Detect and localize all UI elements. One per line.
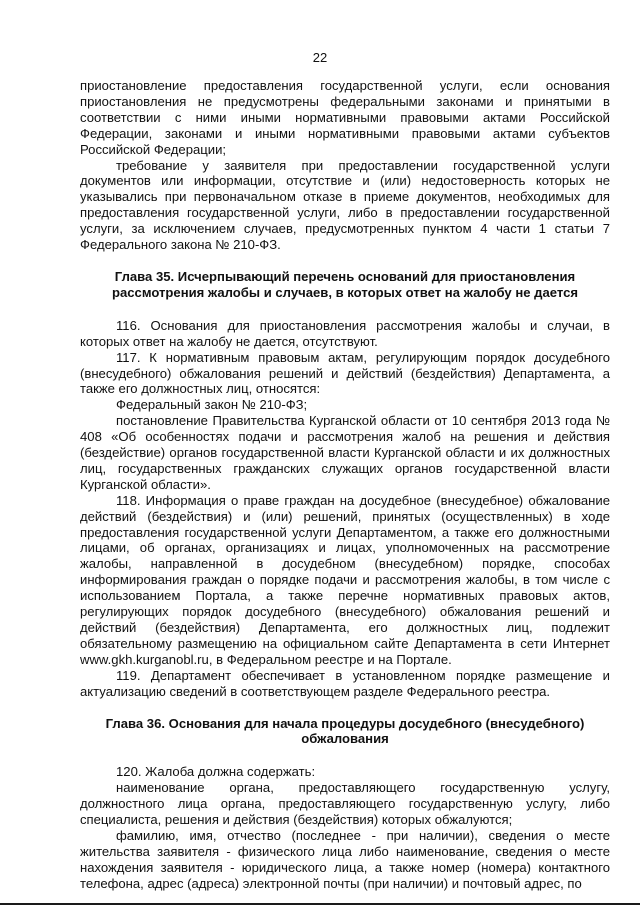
paragraph-118: 118. Информация о праве граждан на досудебное (внесудебное) обжалование действий (бездействия) и (или) решений, принятых (осуществленных) в ходе предоставления государственной услуги Департаментом, а также его должностными лицами, об органах, организациях и лицах, уполномоченных на рассмотрение жалобы, направленной в досудебном (внесудебном) порядке, способах информирования граждан о порядке подачи и рассмотрения жалобы, в том числе с использованием Портала, а также перечне нормативных правовых актов, регулирующих порядок досудебного (внесудебного) обжалования решений и действий (бездействия) Департамента, его должностных лиц, подлежит обязательному размещению на официальном сайте Департамента в сети Интернет www.gkh.kurganobl.ru, в Федеральном реестре и на Портале. <box>80 492 610 667</box>
paragraph-120-authority-name: наименование органа, предоставляющего государственную услугу, должностного лица органа, предоставляющего государственную услугу, либо специалиста, решения и действия (бездействия) которых обжалуются; <box>80 780 610 828</box>
paragraph-120: 120. Жалоба должна содержать: <box>116 764 316 780</box>
chapter-36-heading: Глава 36. Основания для начала процедуры досудебного (внесудебного) обжалования <box>105 715 585 747</box>
paragraph-120-applicant-details: фамилию, имя, отчество (последнее - при наличии), сведения о месте жительства заявителя - физического лица либо наименование, сведения о месте нахождения заявителя - юридического лица, а также номер (номера) контактного телефона, адрес (адреса) электронной почты (при наличии) и почтовый адрес, по <box>80 827 610 891</box>
document-body <box>80 78 610 892</box>
paragraph-117-government-decree: постановление Правительства Курганской области от 10 сентября 2013 года № 408 «Об особенностях подачи и рассмотрения жалоб на решения и действия (бездействие) органов государственной власти Курганской области и их должностных лиц, государственных гражданских служащих органов государственной власти Курганской области». <box>80 413 610 492</box>
paragraph-document-requirement: требование у заявителя при предоставлении государственной услуги документов или информации, отсутствие и (или) недостоверность которых не указывались при первоначальном отказе в приеме документов, необходимых для предоставления государственной услуги, либо в предоставлении государственной услуги, за исключением случаев, предусмотренных пунктом 4 части 1 статьи 7 Федерального закона № 210-ФЗ. <box>80 157 610 253</box>
paragraph-117: 117. К нормативным правовым актам, регулирующим порядок досудебного (внесудебного) обжалования решений и действий (бездействия) Департамента, а также его должностных лиц, относятся: <box>80 349 610 397</box>
chapter-35-heading: Глава 35. Исчерпывающий перечень оснований для приостановления рассмотрения жалобы и случаев, в которых ответ на жалобу не дается <box>111 268 579 300</box>
spacer <box>80 747 610 764</box>
spacer <box>80 700 610 716</box>
paragraph-117-federal-law: Федеральный закон № 210-ФЗ; <box>116 397 308 413</box>
spacer <box>80 301 610 318</box>
page-number: 22 <box>312 50 328 65</box>
paragraph-suspension-grounds: приостановление предоставления государственной услуги, если основания приостановления не предусмотрены федеральными законами и принятыми в соответствии с ними иными нормативными правовыми актами Российской Федерации, законами и иными нормативными правовыми актами субъектов Российской Федерации; <box>80 78 610 157</box>
spacer <box>80 253 610 269</box>
paragraph-119: 119. Департамент обеспечивает в установленном порядке размещение и актуализацию сведений в соответствующем разделе Федерального реестра. <box>80 667 610 699</box>
paragraph-116: 116. Основания для приостановления рассмотрения жалобы и случаи, в которых ответ на жалобу не дается, отсутствуют. <box>80 317 610 349</box>
